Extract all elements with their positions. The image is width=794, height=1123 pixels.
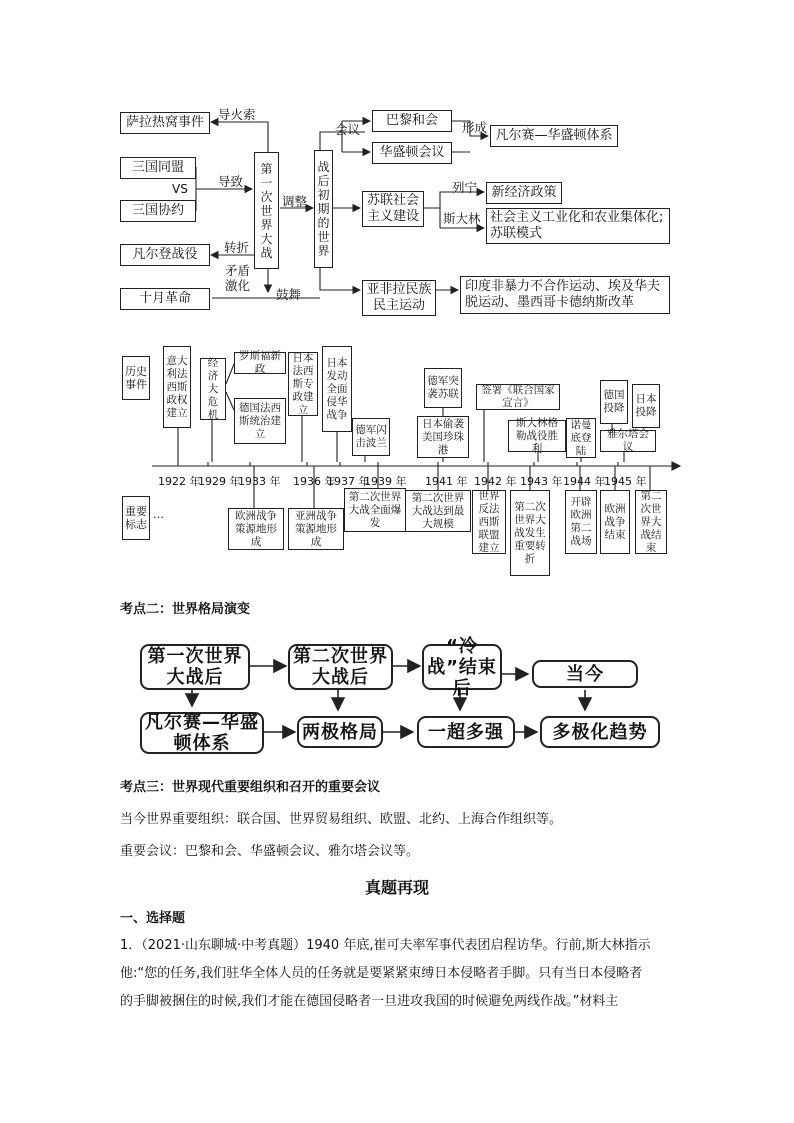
era-ww2-after: 第二次世界大战后: [288, 644, 393, 690]
label-adjust: 调整: [282, 194, 308, 209]
vs-label: VS: [172, 182, 188, 196]
label-turning: 转折: [224, 240, 250, 255]
label-form: 形成: [462, 120, 488, 135]
event-economic-crisis: 经济大危机: [200, 358, 226, 420]
event-un-declaration: 签署《联合国家宣言》: [476, 384, 560, 410]
year-1922: 1922 年: [158, 475, 201, 488]
timeline-signs-label: 重要标志: [122, 496, 150, 540]
event-germany-surrender: 德国投降: [600, 380, 628, 424]
movements-detail-box: 印度非暴力不合作运动、埃及华夫脱运动、墨西哥卡德纳斯改革: [460, 276, 670, 314]
year-1936: 1936 年: [293, 475, 336, 488]
section3-orgs: 当今世界重要组织：联合国、世界贸易组织、欧盟、北约、上海合作组织等。: [120, 812, 563, 827]
question-1-line-3: 的手脚被捆住的时候,我们才能在德国侵略者一旦进攻我国的时候避免两线作战。”材料主: [120, 994, 619, 1009]
year-1941: 1941 年: [425, 475, 468, 488]
timeline-ellipsis: …: [153, 508, 164, 521]
versailles-washington-box: 凡尔赛—华盛顿体系: [490, 125, 618, 147]
section2-heading: 考点二：世界格局演变: [120, 602, 251, 617]
sign-second-front: 开辟欧洲第二战场: [565, 490, 597, 554]
event-germany-fascism: 德国法西斯统治建立: [234, 398, 286, 444]
year-1944: 1944 年: [563, 475, 606, 488]
era-ww1-after: 第一次世界大战后: [140, 644, 250, 690]
year-1943: 1943 年: [520, 475, 563, 488]
year-1929: 1929 年: [198, 475, 241, 488]
question-1-line-2: 他:“您的任务,我们驻华全体人员的任务就是要紧紧束缚日本侵略者手脚。只有当日本侵略者: [120, 966, 643, 981]
pattern-versailles: 凡尔赛—华盛顿体系: [140, 712, 264, 754]
era-today: 当今: [532, 660, 638, 688]
pattern-one-superpower: 一超多强: [417, 716, 515, 748]
event-yalta: 雅尔塔会议: [600, 430, 656, 452]
event-barbarossa: 德军突袭苏联: [424, 368, 462, 408]
label-stalin: 斯大林: [443, 211, 481, 226]
event-japan-surrender: 日本投降: [632, 384, 660, 428]
event-italy-fascism: 意大利法西斯政权建立: [163, 346, 191, 428]
year-1933: 1933 年: [238, 475, 281, 488]
pattern-bipolar: 两极格局: [297, 716, 383, 748]
national-movements-box: 亚非拉民族民主运动: [362, 280, 436, 316]
event-poland-blitz: 德军闪击波兰: [352, 418, 390, 456]
event-stalingrad: 斯大林格勒战役胜利: [508, 420, 566, 452]
event-normandy: 诺曼底登陆: [566, 418, 596, 458]
sign-ww2-outbreak: 第二次世界大战全面爆发: [344, 488, 406, 532]
section3-heading: 考点三：世界现代重要组织和召开的重要会议: [120, 780, 381, 795]
exam-title: 真题再现: [364, 878, 429, 897]
sign-ww2-max-scale: 第二次世界大战达到最大规模: [405, 490, 471, 532]
event-roosevelt-new-deal: 罗斯福新政: [234, 352, 286, 374]
label-inspire: 鼓舞: [276, 287, 302, 302]
nep-box: 新经济政策: [486, 182, 562, 204]
sign-antifascist-alliance: 世界反法西斯联盟建立: [472, 490, 506, 554]
paris-conference-box: 巴黎和会: [372, 110, 452, 132]
label-meeting: 会议: [335, 122, 361, 137]
event-japan-invasion: 日本发动全面侵华战争: [322, 346, 352, 432]
year-1937: 1937 年: [327, 475, 370, 488]
ww1-box: 第一次世界大战: [254, 152, 279, 269]
event-pearl-harbor: 日本偷袭美国珍珠港: [417, 416, 469, 458]
october-revolution-box: 十月革命: [120, 288, 210, 310]
label-lenin: 列宁: [452, 180, 478, 195]
label-lead: 导致: [218, 174, 244, 189]
soviet-building-box: 苏联社会主义建设: [362, 191, 424, 227]
sign-asia-war-source: 亚洲战争策源地形成: [288, 508, 344, 550]
sign-ww2-turning-point: 第二次世界大战发生重要转折: [510, 490, 550, 576]
sign-ww2-end: 第二次世界大战结束: [635, 490, 667, 554]
industrialization-box: 社会主义工业化和农业集体化;苏联模式: [486, 208, 670, 244]
pattern-multipolar: 多极化趋势: [540, 716, 660, 748]
triple-alliance-box: 三国同盟: [120, 157, 196, 179]
sign-europe-war-end: 欧洲战争结束: [600, 490, 630, 554]
triple-entente-box: 三国协约: [120, 200, 196, 222]
sarajevo-box: 萨拉热窝事件: [120, 112, 210, 134]
timeline-events-label: 历史事件: [122, 356, 150, 400]
year-1939: 1939 年: [364, 475, 407, 488]
section3-meetings: 重要会议：巴黎和会、华盛顿会议、雅尔塔会议等。: [120, 844, 420, 859]
year-1945: 1945 年: [604, 475, 647, 488]
label-fuse: 导火索: [218, 107, 256, 122]
verdun-box: 凡尔登战役: [120, 244, 210, 266]
label-intensify: 矛盾激化: [225, 263, 251, 293]
postwar-world-box: 战后初期的世界: [314, 150, 333, 268]
question-1-line-1: 1．（2021·山东聊城·中考真题）1940 年底,崔可夫率军事代表团启程访华。行前,斯大林指示: [120, 938, 651, 953]
washington-conference-box: 华盛顿会议: [372, 142, 452, 164]
exam-part-heading: 一、选择题: [120, 911, 186, 926]
event-japan-fascism: 日本法西斯专政建立: [288, 352, 318, 416]
year-1942: 1942 年: [474, 475, 517, 488]
sign-europe-war-source: 欧洲战争策源地形成: [228, 508, 284, 550]
era-cold-war-end: “冷战”结束后: [422, 644, 502, 690]
